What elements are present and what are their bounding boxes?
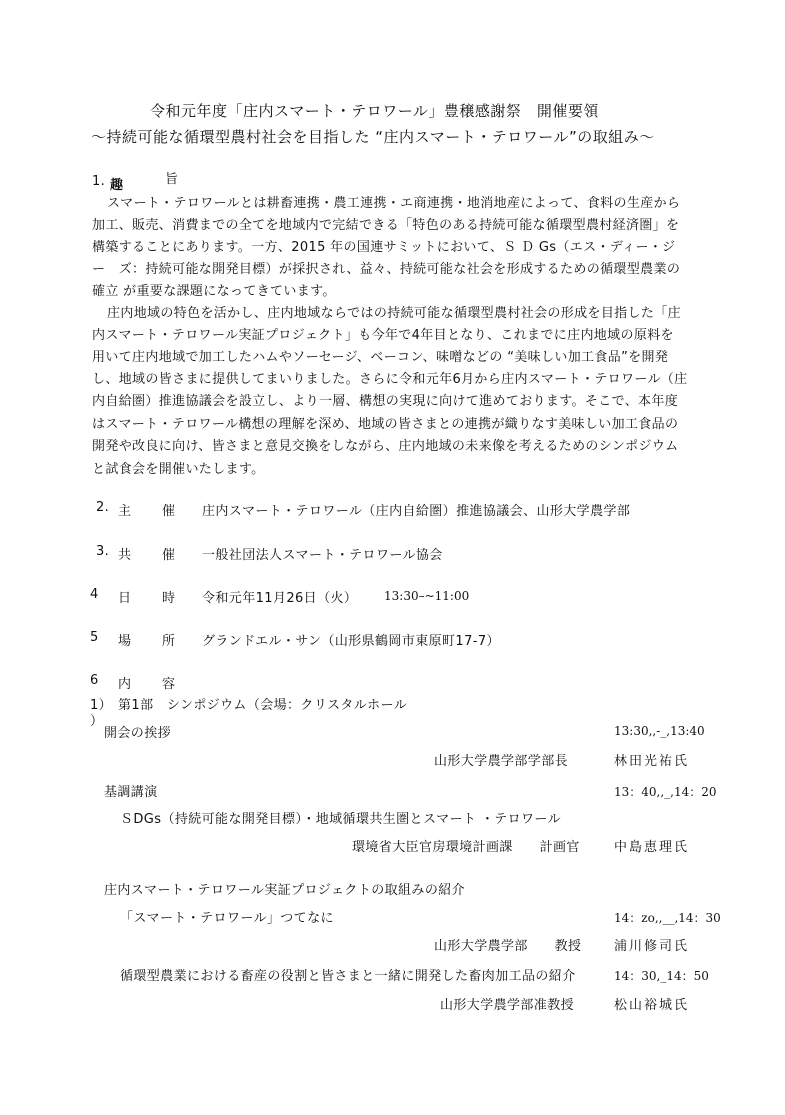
talk1-speaker-name: 浦川修司氏 [614, 939, 690, 954]
keynote-time: 13：40,,_,14：20 [614, 785, 717, 799]
section1-line: 庄内地域の特色を活かし、庄内地域ならではの持続可能な循環型農村社会の形成を目指した「庄 [107, 306, 681, 321]
section1-line: 構築することにあります。一方、2015 年の国連サミットにおいて、Ｓ Ｄ Gs（エス・ディー・ジ [92, 240, 676, 255]
section1-line: 内自給圏）推進協議会を設立し、より一層、構想の実現に向けて進めております。そこで、本年度 [92, 394, 679, 409]
opening-time: 13:30,,-_,13:40 [614, 724, 705, 738]
section4-date: 令和元年11月26日（火） [202, 591, 358, 606]
talk1-time: 14：zo,,__,14：30 [614, 911, 721, 925]
section2-label-a: 主 [118, 504, 132, 519]
section4-label-a: 日 [118, 591, 132, 606]
section4-label-b: 時 [162, 591, 176, 606]
section5-label-a: 場 [118, 634, 132, 649]
section2-label-b: 催 [162, 504, 176, 519]
section3-label-a: 共 [118, 548, 132, 563]
keynote-label: 基調講演 [104, 785, 158, 800]
section1-line: 加工、販売、消費までの全てを地域内で完結できる「特色のある持続可能な循環型農村経済圏」を [92, 218, 680, 233]
document-title: 令和元年度「庄内スマート・テロワール」豊穣感謝祭 開催要領 [150, 102, 599, 120]
talk1-title: 「スマート・テロワール」つてなに [120, 911, 334, 926]
section1-heading-b: 旨 [165, 172, 179, 187]
section1-line: ー ズ：持続可能な開発目標）が採択され、益々、持続可能な社会を形成するための循環型農業の [92, 262, 681, 277]
talk2-speaker-role: 山形大学農学部准教授 [440, 998, 575, 1013]
keynote-speaker-role: 環境省大臣官房環境計画課 計画官 [352, 840, 580, 855]
section1-line: 確立 が重要な課題になってきています。 [92, 284, 336, 299]
section2-value: 庄内スマート・テロワール（庄内自給圏）推進協議会、山形大学農学部 [202, 504, 631, 519]
section6-label-a: 内 [118, 677, 132, 692]
section1-line: 用いて庄内地域で加工したハムやソーセージ、ベーコン、味噌などの “美味しい加工食品”を開発 [92, 350, 669, 365]
document-subtitle: ～持続可能な循環型農村社会を目指した “庄内スマート・テロワール”の取組み～ [91, 128, 655, 146]
section5-label-b: 所 [162, 634, 176, 649]
talk2-speaker-name: 松山裕城氏 [614, 998, 690, 1013]
part1-title: 第1部 シンポジウム（会場：クリスタルホール [118, 698, 408, 713]
section1-line: スマート・テロワールとは耕畜連携・農工連携・エ商連携・地消地産によって、食料の生産から [107, 196, 681, 211]
section1-line: 開発や改良に向け、皆さまと意見交換をしながら、庄内地域の未来像を考えるためのシンポジウム [92, 439, 679, 454]
opening-speaker-role: 山形大学農学部学部長 [434, 754, 569, 769]
keynote-title: ＳDGs（持続可能な開発目標）・地域循環共生圏とスマート ・テロワール [120, 812, 561, 827]
section4-time: 13:30–~11:00 [384, 589, 470, 603]
section5-number: 5 [90, 630, 99, 645]
talk2-title: 循環型農業における畜産の役割と皆さまと一緒に開発した畜肉加工品の紹介 [120, 969, 576, 984]
section3-value: 一般社団法人スマート・テロワール協会 [202, 548, 443, 563]
section1-line: 内スマート・テロワール実証プロジェクト」も今年で4年目となり、これまでに庄内地域の原料を [92, 328, 674, 343]
section1-line: はスマート・テロワール構想の理解を深め、地域の皆さまとの連携が織りなす美味しい加工食品の [92, 417, 679, 432]
opening-label: 開会の挨拶 [104, 726, 172, 741]
part1-close: ） [90, 714, 104, 729]
talk1-speaker-role: 山形大学農学部 教授 [434, 939, 582, 954]
talk2-time: 14：30,_14：50 [614, 969, 709, 983]
section1-line: し、地域の皆さまに提供してまいりました。さらに令和元年6月から庄内スマート・テロワール（庄 [92, 372, 688, 387]
section1-heading-a: 趣 [110, 178, 124, 193]
keynote-speaker-name: 中島恵理氏 [614, 840, 690, 855]
section4-number: 4 [90, 587, 99, 602]
section2-number: 2. [96, 500, 110, 515]
project-label: 庄内スマート・テロワール実証プロジェクトの取組みの紹介 [104, 883, 466, 898]
section3-label-b: 催 [162, 548, 176, 563]
part1-number: 1） [90, 698, 113, 713]
section1-line: と試食会を開催いたします。 [92, 462, 265, 477]
section1-number: 1. [92, 174, 106, 189]
section3-number: 3. [96, 544, 110, 559]
section6-label-b: 容 [162, 677, 176, 692]
section6-number: 6 [90, 673, 99, 688]
section5-value: グランドエル・サン（山形県鶴岡市東原町17-7） [202, 634, 500, 649]
opening-speaker-name: 林田光祐氏 [614, 754, 690, 769]
